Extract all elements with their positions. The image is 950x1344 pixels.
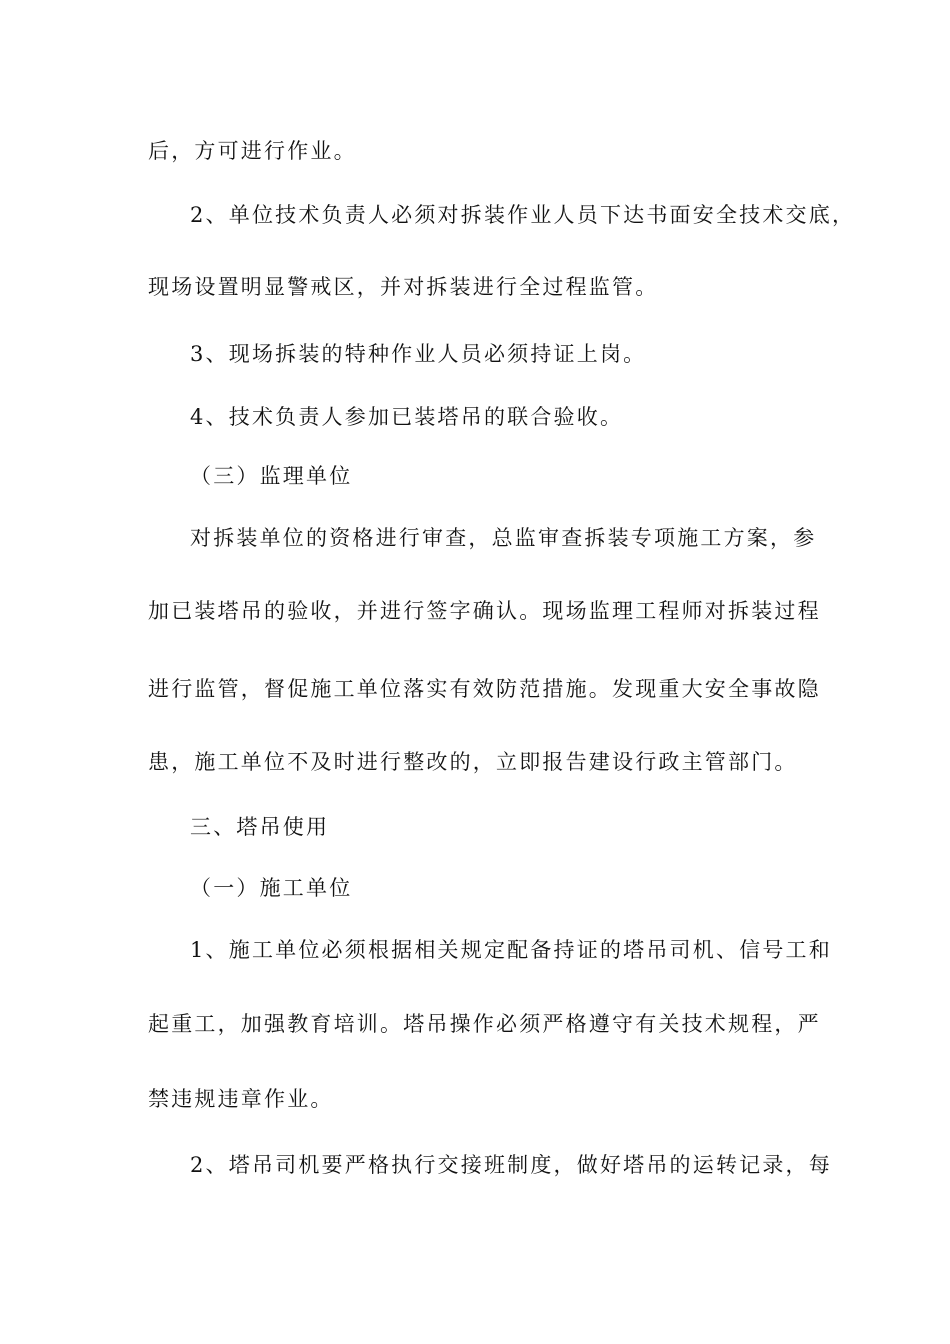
- text-line: 4、技术负责人参加已装塔吊的联合验收。: [190, 405, 624, 429]
- section-heading: （一）施工单位: [190, 876, 353, 900]
- section-heading: 三、塔吊使用: [190, 815, 330, 839]
- text-line: 起重工，加强教育培训。塔吊操作必须严格遵守有关技术规程，严: [148, 1012, 821, 1036]
- text-line: 3、现场拆装的特种作业人员必须持证上岗。: [190, 342, 647, 366]
- section-heading: （三）监理单位: [190, 464, 353, 488]
- text-line: 2、塔吊司机要严格执行交接班制度，做好塔吊的运转记录，每: [190, 1153, 832, 1177]
- text-line: 患，施工单位不及时进行整改的，立即报告建设行政主管部门。: [148, 750, 798, 774]
- text-line: 现场设置明显警戒区，并对拆装进行全过程监管。: [148, 275, 659, 299]
- text-line: 1、施工单位必须根据相关规定配备持证的塔吊司机、信号工和: [190, 938, 832, 962]
- text-line: 禁违规违章作业。: [148, 1087, 334, 1111]
- text-line: 加已装塔吊的验收，并进行签字确认。现场监理工程师对拆装过程: [148, 599, 821, 623]
- text-line: 后，方可进行作业。: [148, 139, 357, 163]
- text-line: 进行监管，督促施工单位落实有效防范措施。发现重大安全事故隐: [148, 677, 821, 701]
- text-line: 对拆装单位的资格进行审查，总监审查拆装专项施工方案，参: [190, 526, 817, 550]
- text-line: 2、单位技术负责人必须对拆装作业人员下达书面安全技术交底，: [190, 203, 856, 227]
